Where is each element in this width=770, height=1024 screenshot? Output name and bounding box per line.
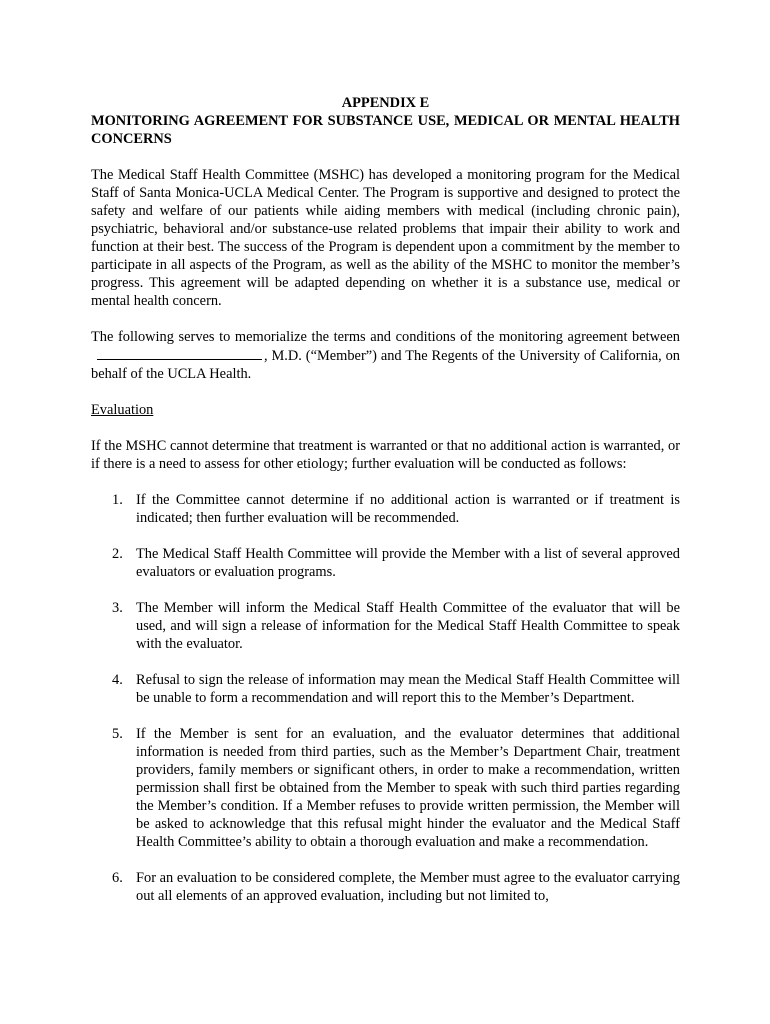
evaluation-steps-list [91, 491, 680, 905]
list-item-text: Refusal to sign the release of information may mean the Medical Staff Health Committee will be unable to form a recommendation and will report this to the Member’s Department. [136, 672, 680, 706]
terms-prefix: The following serves to memorialize the terms and conditions of the monitoring agreement between [91, 329, 680, 345]
spacer [91, 473, 680, 491]
list-item-text: For an evaluation to be considered complete, the Member must agree to the evaluator carrying out all elements of an approved evaluation, including but not limited to, [136, 870, 680, 904]
list-item-text: The Member will inform the Medical Staff Health Committee of the evaluator that will be used, and will sign a release of information for the Medical Staff Health Committee to speak with the evaluator. [136, 600, 680, 652]
spacer [91, 383, 680, 401]
appendix-label: APPENDIX E [341, 95, 430, 111]
spacer [91, 419, 680, 437]
list-item [91, 545, 680, 581]
terms-suffix: , M.D. (“Member”) and The Regents of the University of California, on behalf of the UCLA Health. [91, 348, 680, 382]
list-item-number: 2. [112, 546, 123, 562]
list-item-text: If the Member is sent for an evaluation, and the evaluator determines that additional information is needed from third parties, such as the Member’s Department Chair, treatment providers, family members or significant others, in order to make a recommendation, written permission shall first be obtained from the Member to speak with such third parties regarding the Member’s condition. If a Member refuses to provide written permission, the Member will be asked to acknowledge that this refusal might hinder the evaluator and the Medical Staff Health Committee’s ability to obtain a thorough evaluation and make a recommendation. [136, 726, 680, 850]
list-item [91, 671, 680, 707]
list-item [91, 599, 680, 653]
list-item-number: 5. [112, 726, 123, 742]
list-item-number: 4. [112, 672, 123, 688]
list-item-text: The Medical Staff Health Committee will provide the Member with a list of several approved evaluators or evaluation programs. [136, 546, 680, 580]
evaluation-heading: Evaluation [91, 402, 154, 418]
document-title: MONITORING AGREEMENT FOR SUBSTANCE USE, MEDICAL OR MENTAL HEALTH CONCERNS [91, 113, 680, 147]
terms-paragraph [91, 328, 680, 383]
member-name-blank [97, 346, 262, 360]
spacer [91, 148, 680, 166]
evaluation-intro: If the MSHC cannot determine that treatment is warranted or that no additional action is warranted, or if there is a need to assess for other etiology; further evaluation will be conducted as follows: [91, 438, 680, 472]
list-item-number: 3. [112, 600, 123, 616]
list-item-number: 6. [112, 870, 123, 886]
list-item-number: 1. [112, 492, 123, 508]
spacer [91, 310, 680, 328]
list-item-text: If the Committee cannot determine if no additional action is warranted or if treatment is indicated; then further evaluation will be recommended. [136, 492, 680, 526]
list-item [91, 869, 680, 905]
intro-paragraph: The Medical Staff Health Committee (MSHC) has developed a monitoring program for the Medical Staff of Santa Monica-UCLA Medical Center. The Program is supportive and designed to protect the safety and welfare of our patients while aiding members with medical (including chronic pain), psychiatric, behavioral and/or substance-use related problems that impair their ability to work and function at their best. The success of the Program is dependent upon a commitment by the member to participate in all aspects of the Program, as well as the ability of the MSHC to monitor the member’s progress. This agreement will be adapted depending on whether it is a substance use, medical or mental health concern. [91, 167, 680, 309]
list-item [91, 725, 680, 851]
list-item [91, 491, 680, 527]
